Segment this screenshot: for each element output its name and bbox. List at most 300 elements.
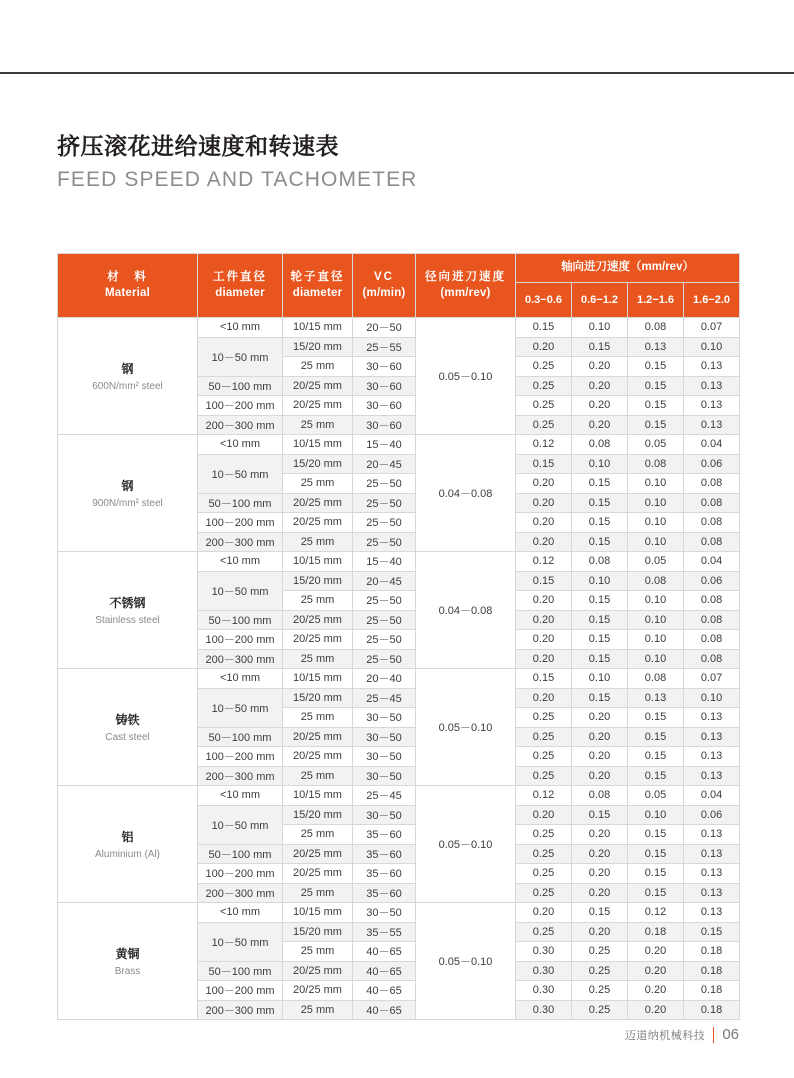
cell-material: [58, 903, 198, 1020]
cell-workpiece-diameter: <10 mm: [198, 669, 283, 689]
cell-axial-feed-1: 0.20: [516, 493, 572, 513]
cell-axial-feed-4: 0.04: [684, 435, 740, 455]
table-row: [58, 318, 740, 338]
cell-axial-feed-1: 0.25: [516, 376, 572, 396]
cell-axial-feed-2: 0.08: [572, 435, 628, 455]
cell-axial-feed-1: 0.25: [516, 415, 572, 435]
cell-axial-feed-1: 0.12: [516, 552, 572, 572]
cell-wheel-diameter: 25 mm: [283, 532, 353, 552]
cell-axial-feed-3: 0.18: [628, 922, 684, 942]
cell-workpiece-diameter: 200－300 mm: [198, 766, 283, 786]
cell-material: [58, 552, 198, 669]
cell-vc: 25－50: [353, 513, 416, 533]
cell-axial-feed-4: 0.13: [684, 376, 740, 396]
cell-axial-feed-3: 0.15: [628, 844, 684, 864]
cell-axial-feed-1: 0.15: [516, 571, 572, 591]
cell-vc: 30－50: [353, 708, 416, 728]
cell-vc: 30－50: [353, 766, 416, 786]
cell-axial-feed-3: 0.15: [628, 396, 684, 416]
cell-axial-feed-3: 0.08: [628, 669, 684, 689]
cell-axial-feed-4: 0.13: [684, 747, 740, 767]
material-name-en: Brass: [114, 966, 141, 977]
cell-axial-feed-1: 0.25: [516, 357, 572, 377]
cell-vc: 20－50: [353, 318, 416, 338]
cell-wheel-diameter: 15/20 mm: [283, 571, 353, 591]
cell-workpiece-diameter: <10 mm: [198, 435, 283, 455]
cell-axial-feed-4: 0.15: [684, 922, 740, 942]
cell-axial-feed-2: 0.15: [572, 337, 628, 357]
material-name-cn: 黄铜: [115, 947, 140, 961]
cell-workpiece-diameter: 10－50 mm: [198, 922, 283, 961]
cell-wheel-diameter: 25 mm: [283, 474, 353, 494]
cell-axial-feed-1: 0.20: [516, 688, 572, 708]
cell-vc: 40－65: [353, 981, 416, 1001]
cell-vc: 40－65: [353, 942, 416, 962]
cell-vc: 25－50: [353, 649, 416, 669]
cell-axial-feed-3: 0.15: [628, 766, 684, 786]
footer-brand: 迈道纳机械科技: [624, 1029, 706, 1042]
cell-axial-feed-1: 0.20: [516, 649, 572, 669]
cell-axial-feed-4: 0.13: [684, 708, 740, 728]
table-head: [58, 254, 740, 318]
cell-vc: 35－60: [353, 825, 416, 845]
cell-axial-feed-2: 0.15: [572, 493, 628, 513]
cell-workpiece-diameter: 10－50 mm: [198, 337, 283, 376]
cell-axial-feed-2: 0.15: [572, 649, 628, 669]
cell-axial-feed-3: 0.08: [628, 454, 684, 474]
cell-axial-feed-1: 0.30: [516, 942, 572, 962]
cell-axial-feed-1: 0.20: [516, 513, 572, 533]
material-name-cn: 钢: [121, 362, 134, 376]
cell-axial-feed-4: 0.04: [684, 552, 740, 572]
cell-axial-feed-2: 0.15: [572, 688, 628, 708]
top-rule: [0, 72, 794, 74]
cell-axial-feed-2: 0.10: [572, 454, 628, 474]
cell-workpiece-diameter: 200－300 mm: [198, 1000, 283, 1020]
cell-vc: 30－60: [353, 415, 416, 435]
cell-axial-feed-1: 0.25: [516, 844, 572, 864]
cell-axial-feed-4: 0.13: [684, 864, 740, 884]
cell-vc: 15－40: [353, 552, 416, 572]
cell-axial-feed-2: 0.15: [572, 903, 628, 923]
cell-vc: 35－60: [353, 864, 416, 884]
cell-radial-feed: 0.04－0.08: [416, 435, 516, 552]
cell-axial-feed-2: 0.20: [572, 766, 628, 786]
cell-axial-feed-1: 0.25: [516, 825, 572, 845]
cell-axial-feed-4: 0.13: [684, 883, 740, 903]
material-name-en: Aluminium (Al): [94, 849, 160, 860]
material-name-en: Stainless steel: [95, 615, 160, 626]
cell-axial-feed-3: 0.08: [628, 571, 684, 591]
cell-workpiece-diameter: 100－200 mm: [198, 747, 283, 767]
header-wheel-cn: 轮子直径: [290, 270, 345, 283]
cell-wheel-diameter: 25 mm: [283, 1000, 353, 1020]
cell-vc: 20－45: [353, 454, 416, 474]
cell-axial-feed-1: 0.30: [516, 981, 572, 1001]
cell-axial-feed-1: 0.20: [516, 474, 572, 494]
material-name-cn: 铸铁: [115, 713, 140, 727]
cell-workpiece-diameter: 50－100 mm: [198, 610, 283, 630]
cell-axial-feed-2: 0.20: [572, 922, 628, 942]
header-workpiece-en: diameter: [215, 286, 265, 299]
cell-workpiece-diameter: 100－200 mm: [198, 396, 283, 416]
cell-axial-feed-3: 0.10: [628, 532, 684, 552]
cell-axial-feed-4: 0.18: [684, 942, 740, 962]
cell-vc: 30－50: [353, 747, 416, 767]
cell-axial-feed-4: 0.18: [684, 961, 740, 981]
cell-axial-feed-1: 0.20: [516, 337, 572, 357]
cell-axial-feed-3: 0.20: [628, 942, 684, 962]
cell-vc: 30－60: [353, 357, 416, 377]
cell-axial-feed-1: 0.20: [516, 610, 572, 630]
cell-axial-feed-1: 0.20: [516, 903, 572, 923]
cell-vc: 30－60: [353, 396, 416, 416]
footer-divider: [713, 1027, 714, 1043]
cell-axial-feed-4: 0.08: [684, 649, 740, 669]
cell-workpiece-diameter: 10－50 mm: [198, 688, 283, 727]
header-material: [58, 254, 198, 318]
cell-workpiece-diameter: 10－50 mm: [198, 805, 283, 844]
cell-workpiece-diameter: 200－300 mm: [198, 415, 283, 435]
header-vc-label: VC: [374, 270, 394, 283]
cell-workpiece-diameter: 50－100 mm: [198, 961, 283, 981]
cell-axial-feed-1: 0.25: [516, 396, 572, 416]
cell-axial-feed-1: 0.25: [516, 747, 572, 767]
cell-wheel-diameter: 20/25 mm: [283, 376, 353, 396]
cell-axial-feed-3: 0.13: [628, 688, 684, 708]
cell-wheel-diameter: 15/20 mm: [283, 454, 353, 474]
cell-vc: 25－50: [353, 493, 416, 513]
cell-axial-feed-4: 0.08: [684, 591, 740, 611]
cell-workpiece-diameter: 50－100 mm: [198, 844, 283, 864]
cell-vc: 25－50: [353, 630, 416, 650]
cell-workpiece-diameter: 100－200 mm: [198, 864, 283, 884]
cell-axial-feed-2: 0.20: [572, 747, 628, 767]
cell-axial-feed-1: 0.25: [516, 883, 572, 903]
cell-axial-feed-1: 0.25: [516, 727, 572, 747]
cell-workpiece-diameter: 200－300 mm: [198, 532, 283, 552]
cell-axial-feed-1: 0.15: [516, 454, 572, 474]
cell-workpiece-diameter: 10－50 mm: [198, 571, 283, 610]
page-header: [57, 134, 747, 191]
cell-wheel-diameter: 20/25 mm: [283, 747, 353, 767]
cell-vc: 15－40: [353, 435, 416, 455]
cell-wheel-diameter: 20/25 mm: [283, 396, 353, 416]
cell-axial-feed-3: 0.15: [628, 727, 684, 747]
cell-axial-feed-4: 0.13: [684, 415, 740, 435]
cell-workpiece-diameter: <10 mm: [198, 318, 283, 338]
cell-axial-feed-2: 0.20: [572, 825, 628, 845]
header-material-en: Material: [104, 286, 151, 299]
cell-axial-feed-3: 0.12: [628, 903, 684, 923]
cell-vc: 30－50: [353, 903, 416, 923]
cell-vc: 30－50: [353, 805, 416, 825]
cell-wheel-diameter: 20/25 mm: [283, 630, 353, 650]
cell-axial-feed-4: 0.08: [684, 630, 740, 650]
cell-axial-feed-3: 0.15: [628, 415, 684, 435]
cell-axial-feed-3: 0.15: [628, 825, 684, 845]
cell-axial-feed-4: 0.13: [684, 903, 740, 923]
cell-vc: 25－50: [353, 591, 416, 611]
header-workpiece-cn: 工件直径: [213, 270, 267, 283]
material-name-cn: 不锈钢: [109, 596, 146, 610]
cell-axial-feed-4: 0.07: [684, 669, 740, 689]
material-name-cn: 钢: [121, 479, 134, 493]
cell-axial-feed-2: 0.20: [572, 864, 628, 884]
cell-axial-feed-4: 0.08: [684, 610, 740, 630]
cell-axial-feed-2: 0.10: [572, 318, 628, 338]
cell-axial-feed-3: 0.15: [628, 747, 684, 767]
cell-axial-feed-4: 0.04: [684, 786, 740, 806]
cell-workpiece-diameter: 100－200 mm: [198, 981, 283, 1001]
cell-axial-feed-4: 0.10: [684, 337, 740, 357]
cell-vc: 35－60: [353, 844, 416, 864]
header-vc: [353, 254, 416, 318]
cell-vc: 20－45: [353, 571, 416, 591]
material-name-en: 900N/mm² steel: [92, 498, 163, 509]
header-radial-unit: (mm/rev): [440, 286, 491, 299]
cell-material: [58, 786, 198, 903]
cell-vc: 25－45: [353, 786, 416, 806]
cell-wheel-diameter: 25 mm: [283, 415, 353, 435]
cell-wheel-diameter: 20/25 mm: [283, 513, 353, 533]
header-wheel-en: diameter: [292, 286, 343, 299]
cell-vc: 25－55: [353, 337, 416, 357]
cell-workpiece-diameter: 200－300 mm: [198, 649, 283, 669]
cell-axial-feed-3: 0.15: [628, 708, 684, 728]
cell-radial-feed: 0.05－0.10: [416, 786, 516, 903]
cell-axial-feed-2: 0.20: [572, 708, 628, 728]
cell-axial-feed-2: 0.08: [572, 552, 628, 572]
cell-vc: 30－50: [353, 727, 416, 747]
cell-workpiece-diameter: <10 mm: [198, 552, 283, 572]
feed-speed-table: [57, 253, 740, 1020]
cell-workpiece-diameter: 200－300 mm: [198, 883, 283, 903]
cell-wheel-diameter: 10/15 mm: [283, 318, 353, 338]
cell-axial-feed-2: 0.10: [572, 669, 628, 689]
cell-axial-feed-3: 0.05: [628, 435, 684, 455]
cell-vc: 25－50: [353, 474, 416, 494]
table-row: [58, 552, 740, 572]
cell-axial-feed-2: 0.20: [572, 415, 628, 435]
cell-wheel-diameter: 15/20 mm: [283, 688, 353, 708]
cell-wheel-diameter: 10/15 mm: [283, 903, 353, 923]
cell-axial-feed-2: 0.10: [572, 571, 628, 591]
cell-axial-feed-2: 0.20: [572, 883, 628, 903]
cell-axial-feed-1: 0.12: [516, 786, 572, 806]
cell-axial-feed-3: 0.15: [628, 376, 684, 396]
cell-axial-feed-4: 0.13: [684, 844, 740, 864]
cell-vc: 20－40: [353, 669, 416, 689]
cell-axial-feed-3: 0.10: [628, 591, 684, 611]
cell-axial-feed-4: 0.06: [684, 805, 740, 825]
cell-axial-feed-4: 0.08: [684, 474, 740, 494]
cell-material: [58, 669, 198, 786]
header-axial-range-4: 1.6−2.0: [684, 283, 740, 318]
page-title-cn: 挤压滚花进给速度和转速表: [57, 133, 339, 159]
cell-axial-feed-3: 0.05: [628, 552, 684, 572]
cell-wheel-diameter: 20/25 mm: [283, 610, 353, 630]
cell-axial-feed-3: 0.13: [628, 337, 684, 357]
cell-axial-feed-3: 0.20: [628, 981, 684, 1001]
cell-wheel-diameter: 25 mm: [283, 708, 353, 728]
cell-wheel-diameter: 10/15 mm: [283, 786, 353, 806]
cell-vc: 25－45: [353, 688, 416, 708]
cell-axial-feed-4: 0.08: [684, 532, 740, 552]
cell-wheel-diameter: 20/25 mm: [283, 493, 353, 513]
cell-axial-feed-2: 0.20: [572, 727, 628, 747]
cell-axial-feed-4: 0.07: [684, 318, 740, 338]
cell-axial-feed-3: 0.10: [628, 493, 684, 513]
footer-page-number: 06: [722, 1026, 739, 1043]
cell-axial-feed-2: 0.20: [572, 396, 628, 416]
cell-workpiece-diameter: <10 mm: [198, 786, 283, 806]
cell-wheel-diameter: 25 mm: [283, 883, 353, 903]
cell-vc: 35－60: [353, 883, 416, 903]
cell-axial-feed-3: 0.20: [628, 1000, 684, 1020]
cell-wheel-diameter: 15/20 mm: [283, 805, 353, 825]
cell-axial-feed-4: 0.18: [684, 1000, 740, 1020]
table-row: [58, 435, 740, 455]
header-axial-range-3: 1.2−1.6: [628, 283, 684, 318]
cell-wheel-diameter: 25 mm: [283, 357, 353, 377]
cell-workpiece-diameter: 50－100 mm: [198, 727, 283, 747]
header-radial-cn: 径向进刀速度: [425, 270, 506, 283]
cell-axial-feed-4: 0.13: [684, 766, 740, 786]
cell-axial-feed-4: 0.18: [684, 981, 740, 1001]
cell-axial-feed-3: 0.08: [628, 318, 684, 338]
cell-workpiece-diameter: 100－200 mm: [198, 630, 283, 650]
cell-wheel-diameter: 25 mm: [283, 591, 353, 611]
cell-axial-feed-2: 0.15: [572, 630, 628, 650]
cell-axial-feed-4: 0.13: [684, 396, 740, 416]
cell-axial-feed-2: 0.08: [572, 786, 628, 806]
cell-axial-feed-1: 0.30: [516, 1000, 572, 1020]
cell-axial-feed-4: 0.13: [684, 357, 740, 377]
cell-axial-feed-1: 0.20: [516, 630, 572, 650]
cell-wheel-diameter: 25 mm: [283, 766, 353, 786]
cell-wheel-diameter: 10/15 mm: [283, 435, 353, 455]
cell-wheel-diameter: 25 mm: [283, 825, 353, 845]
header-axial-range-1: 0.3−0.6: [516, 283, 572, 318]
cell-wheel-diameter: 15/20 mm: [283, 337, 353, 357]
cell-axial-feed-1: 0.25: [516, 922, 572, 942]
cell-axial-feed-3: 0.20: [628, 961, 684, 981]
cell-axial-feed-1: 0.25: [516, 708, 572, 728]
cell-wheel-diameter: 20/25 mm: [283, 961, 353, 981]
cell-wheel-diameter: 10/15 mm: [283, 669, 353, 689]
page-footer: [625, 1026, 739, 1043]
table-body: [58, 318, 740, 1020]
cell-radial-feed: 0.05－0.10: [416, 903, 516, 1020]
cell-axial-feed-1: 0.15: [516, 318, 572, 338]
cell-axial-feed-3: 0.15: [628, 864, 684, 884]
material-name-en: Cast steel: [105, 732, 150, 743]
header-vc-unit: (m/min): [362, 286, 406, 299]
cell-wheel-diameter: 25 mm: [283, 942, 353, 962]
cell-axial-feed-4: 0.06: [684, 454, 740, 474]
header-wheel-diameter: [283, 254, 353, 318]
cell-axial-feed-2: 0.25: [572, 981, 628, 1001]
cell-axial-feed-4: 0.06: [684, 571, 740, 591]
header-radial-feed: [416, 254, 516, 318]
cell-axial-feed-1: 0.12: [516, 435, 572, 455]
cell-axial-feed-2: 0.20: [572, 844, 628, 864]
cell-vc: 25－50: [353, 532, 416, 552]
cell-axial-feed-4: 0.08: [684, 513, 740, 533]
cell-axial-feed-2: 0.15: [572, 474, 628, 494]
cell-workpiece-diameter: 50－100 mm: [198, 376, 283, 396]
cell-axial-feed-2: 0.25: [572, 961, 628, 981]
cell-axial-feed-2: 0.15: [572, 513, 628, 533]
material-name-en: 600N/mm² steel: [92, 381, 163, 392]
cell-axial-feed-3: 0.15: [628, 357, 684, 377]
cell-radial-feed: 0.04－0.08: [416, 552, 516, 669]
cell-axial-feed-1: 0.30: [516, 961, 572, 981]
cell-wheel-diameter: 20/25 mm: [283, 727, 353, 747]
cell-workpiece-diameter: <10 mm: [198, 903, 283, 923]
table-row: [58, 786, 740, 806]
cell-radial-feed: 0.05－0.10: [416, 669, 516, 786]
cell-axial-feed-3: 0.10: [628, 610, 684, 630]
cell-axial-feed-2: 0.25: [572, 942, 628, 962]
cell-axial-feed-3: 0.10: [628, 474, 684, 494]
cell-axial-feed-2: 0.15: [572, 532, 628, 552]
table-row: [58, 903, 740, 923]
cell-axial-feed-2: 0.15: [572, 805, 628, 825]
cell-material: [58, 318, 198, 435]
page-title-en: FEED SPEED AND TACHOMETER: [57, 168, 418, 192]
cell-axial-feed-1: 0.20: [516, 805, 572, 825]
cell-axial-feed-2: 0.15: [572, 610, 628, 630]
table-row: [58, 669, 740, 689]
cell-material: [58, 435, 198, 552]
cell-axial-feed-2: 0.15: [572, 591, 628, 611]
cell-vc: 25－50: [353, 610, 416, 630]
cell-axial-feed-3: 0.10: [628, 649, 684, 669]
cell-axial-feed-4: 0.08: [684, 493, 740, 513]
cell-axial-feed-1: 0.15: [516, 669, 572, 689]
cell-axial-feed-1: 0.25: [516, 864, 572, 884]
cell-workpiece-diameter: 50－100 mm: [198, 493, 283, 513]
cell-wheel-diameter: 15/20 mm: [283, 922, 353, 942]
cell-vc: 40－65: [353, 1000, 416, 1020]
cell-vc: 35－55: [353, 922, 416, 942]
cell-axial-feed-4: 0.13: [684, 825, 740, 845]
cell-wheel-diameter: 25 mm: [283, 649, 353, 669]
cell-vc: 30－60: [353, 376, 416, 396]
header-material-cn: 材 料: [107, 270, 148, 283]
header-axial-feed: 轴向进刀速度（mm/rev）: [516, 254, 740, 283]
cell-wheel-diameter: 20/25 mm: [283, 864, 353, 884]
header-axial-range-2: 0.6−1.2: [572, 283, 628, 318]
cell-wheel-diameter: 20/25 mm: [283, 844, 353, 864]
cell-axial-feed-3: 0.10: [628, 805, 684, 825]
cell-axial-feed-1: 0.20: [516, 532, 572, 552]
cell-axial-feed-3: 0.10: [628, 513, 684, 533]
cell-axial-feed-2: 0.20: [572, 376, 628, 396]
material-name-cn: 铝: [121, 830, 134, 844]
cell-axial-feed-1: 0.25: [516, 766, 572, 786]
cell-axial-feed-2: 0.20: [572, 357, 628, 377]
cell-radial-feed: 0.05－0.10: [416, 318, 516, 435]
cell-workpiece-diameter: 10－50 mm: [198, 454, 283, 493]
cell-workpiece-diameter: 100－200 mm: [198, 513, 283, 533]
cell-axial-feed-4: 0.10: [684, 688, 740, 708]
header-workpiece-diameter: [198, 254, 283, 318]
cell-axial-feed-4: 0.13: [684, 727, 740, 747]
cell-axial-feed-3: 0.05: [628, 786, 684, 806]
